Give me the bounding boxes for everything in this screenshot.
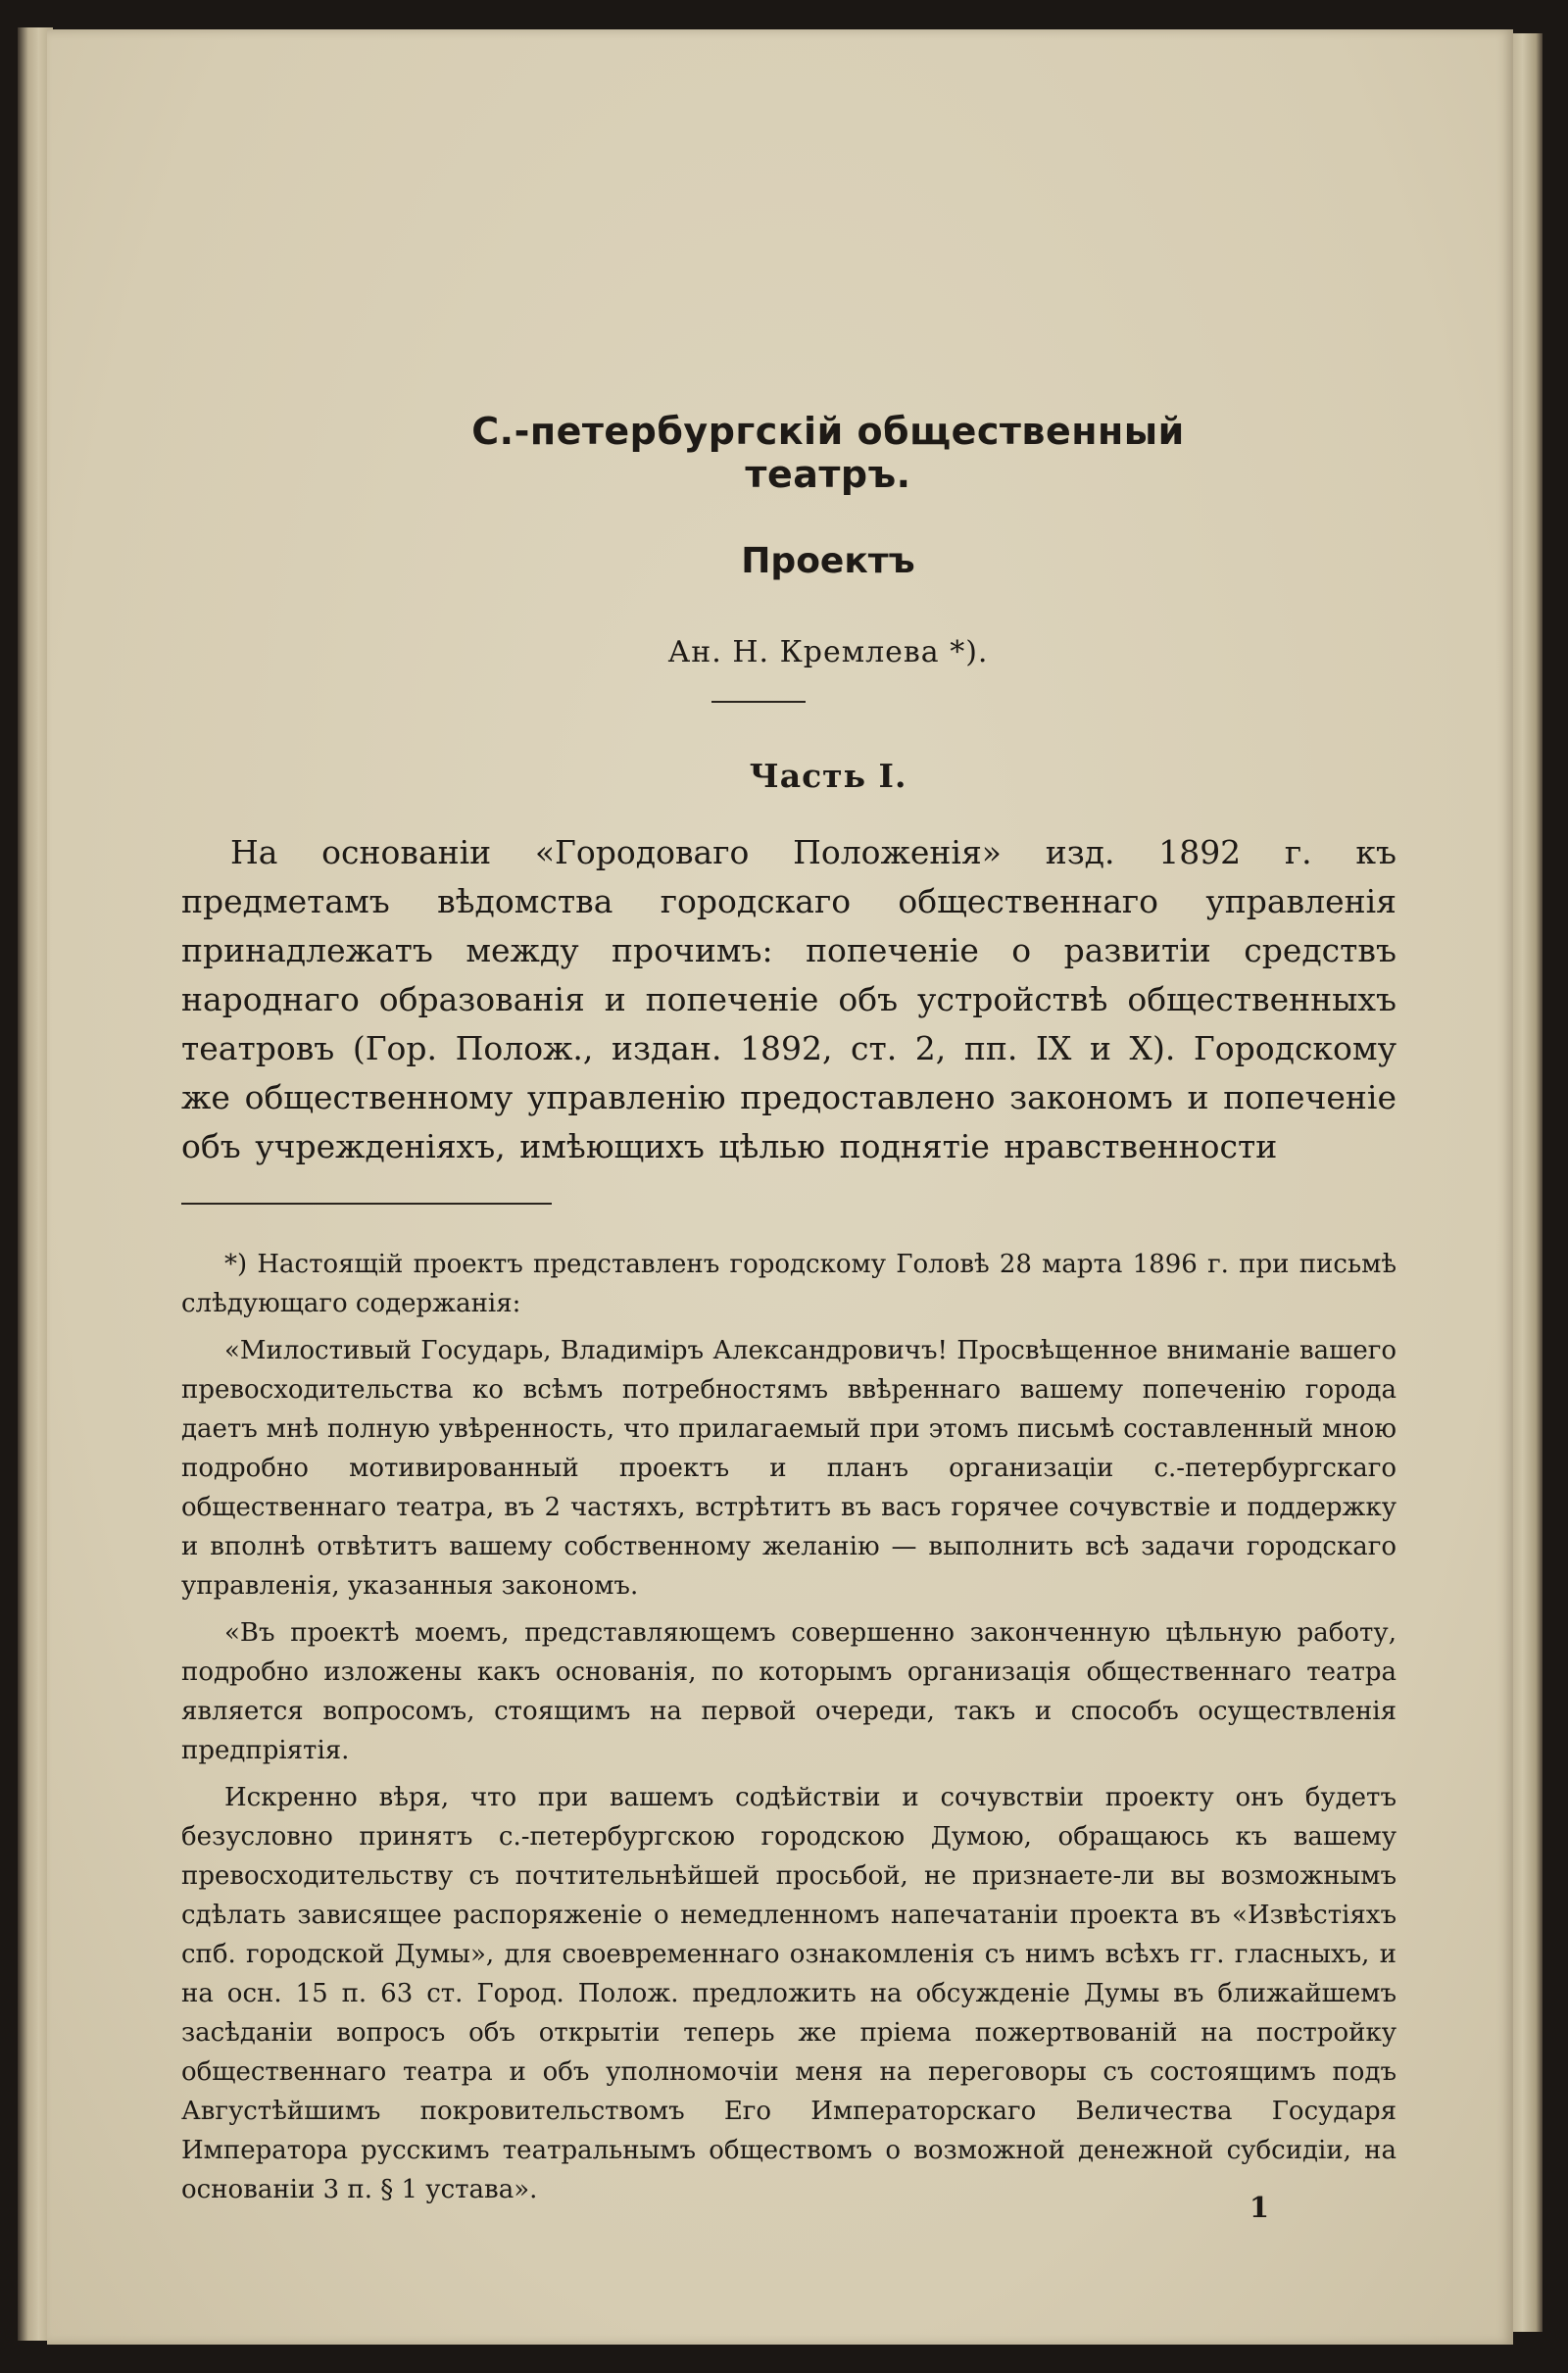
author-line: Ан. Н. Кремлева *). (667, 635, 989, 669)
project-heading: Проектъ (741, 541, 915, 581)
body-paragraph: На основаніи «Городоваго Положенія» изд. 1892 г. къ предметамъ вѣдомства городскаго общественнаго управленія принадлежатъ между прочимъ: попеченіе о развитіи средствъ народнаго образованія и попеченіе объ устройствѣ общественныхъ театровъ (Гор. Полож., издан. 1892, ст. 2, пп. IX и X). Городскому же общественному управленію предоставлено закономъ и попеченіе объ учрежденіяхъ, имѣющихъ цѣлью поднятіе нравственности (181, 833, 1396, 1165)
body-text (181, 828, 1396, 1171)
page-content (47, 29, 1513, 2345)
part-heading: Часть I. (749, 757, 907, 795)
footnote-paragraph: *) Настоящій проектъ представленъ городскому Головѣ 28 марта 1896 г. при письмѣ слѣдующаго содержанія: (181, 1250, 1396, 1318)
section-divider (711, 701, 806, 703)
footnote-paragraph: «Въ проектѣ моемъ, представляющемъ совершенно законченную цѣльную работу, подробно изложены какъ основанія, по которымъ организація общественнаго театра является вопросомъ, стоящимъ на первой очереди, такъ и способъ осуществленія предпріятія. (181, 1618, 1396, 1765)
page-number: 1 (1249, 2191, 1270, 2224)
page-sheet (47, 29, 1513, 2345)
page-title: С.-петербургскій общественный театръ. (471, 410, 1185, 496)
footnote-paragraph: Искренно вѣря, что при вашемъ содѣйствіи и сочувствіи проекту онъ будетъ безусловно принятъ с.-петербургскою городскою Думою, обращаюсь къ вашему превосходительству съ почтительнѣйшей просьбой, не признаете-ли вы возможнымъ сдѣлать зависящее распоряженіе о немедленномъ напечатаніи проекта въ «Извѣстіяхъ спб. городской Думы», для своевременнаго ознакомленія съ нимъ всѣхъ гг. гласныхъ, и на осн. 15 п. 63 ст. Город. Полож. предложить на обсужденіе Думы въ ближайшемъ засѣданіи вопросъ объ открытіи теперь же пріема пожертвованій на постройку общественнаго театра и объ уполномочіи меня на переговоры съ состоящимъ подъ Августѣйшимъ покровительствомъ Его Императорскаго Величества Государя Императора русскимъ театральнымъ обществомъ о возможной денежной субсидіи, на основаніи 3 п. § 1 устава». (181, 1783, 1396, 2204)
right-page-edge (1509, 33, 1543, 2332)
footnote-paragraph: «Милостивый Государь, Владиміръ Александровичъ! Просвѣщенное вниманіе вашего превосходительства ко всѣмъ потребностямъ ввѣреннаго вашему попеченію города даетъ мнѣ полную увѣренность, что прилагаемый при этомъ письмѣ составленный мною подробно мотивированный проектъ и планъ организаціи с.-петербургскаго общественнаго театра, въ 2 частяхъ, встрѣтитъ въ васъ горячее сочувствіе и поддержку и вполнѣ отвѣтитъ вашему собственному желанію — выполнить всѣ задачи городскаго управленія, указанныя закономъ. (181, 1336, 1396, 1601)
footnote-divider (181, 1203, 552, 1205)
footnotes (181, 1245, 1396, 2217)
